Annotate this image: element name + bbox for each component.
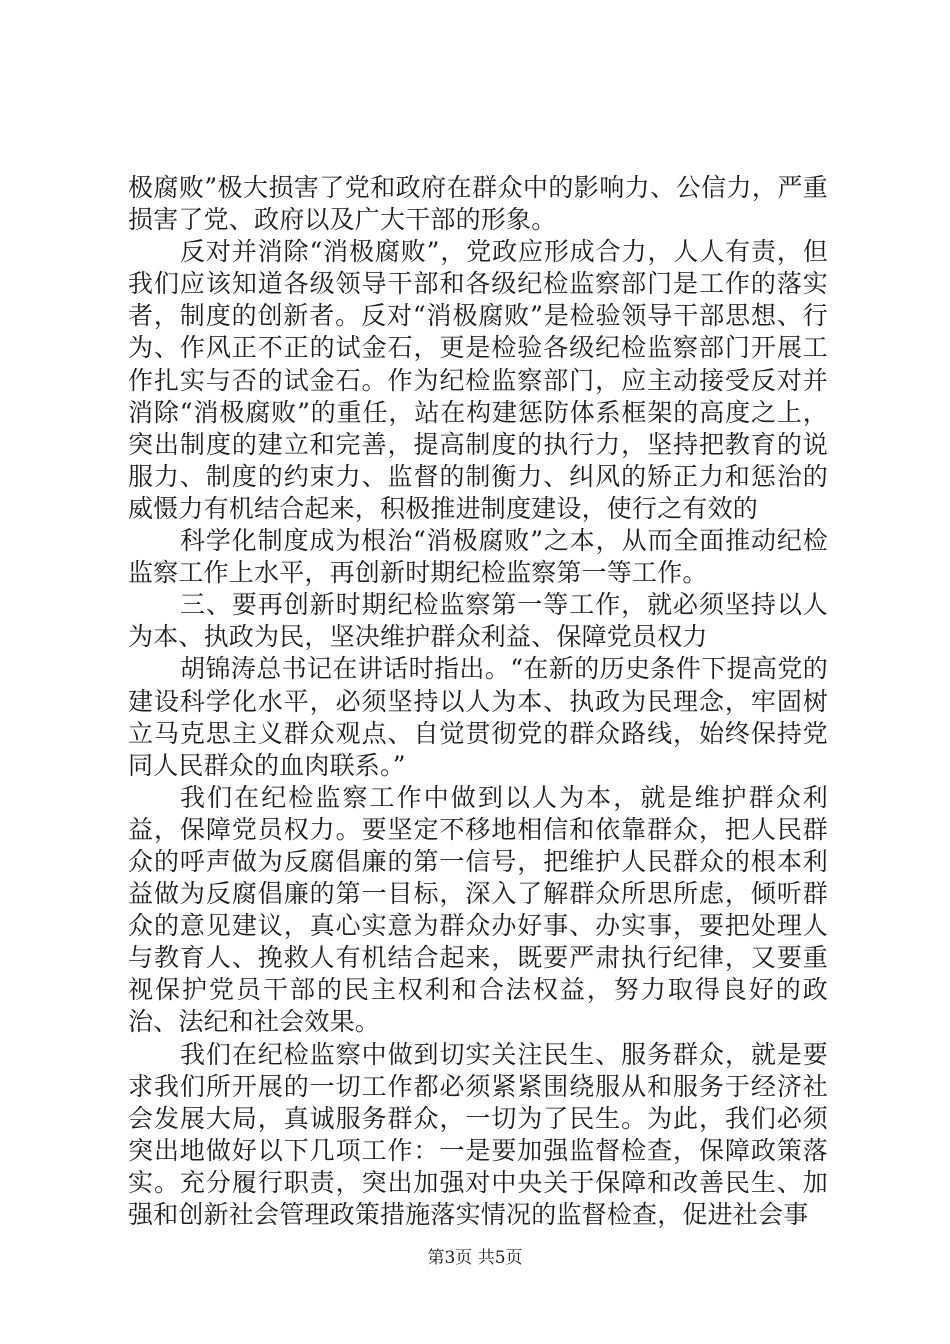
paragraph-1: 极腐败”极大损害了党和政府在群众中的影响力、公信力，严重损害了党、政府以及广大干部的形象。 bbox=[128, 173, 828, 235]
paragraph-5: 胡锦涛总书记在讲话时指出。“在新的历史条件下提高党的建设科学化水平，必须坚持以人为本、执政为民理念，牢固树立马克思主义群众观点、自觉贯彻党的群众路线，始终保持党同人民群众的血肉联系。” bbox=[128, 654, 828, 780]
page-footer: 第3页 共5页 bbox=[427, 1248, 523, 1268]
section-heading-3: 三、要再创新时期纪检监察第一等工作，就必须坚持以人为本、执政为民，坚决维护群众利益、保障党员权力 bbox=[128, 590, 828, 652]
paragraph-2: 反对并消除“消极腐败”，党政应形成合力，人人有责，但我们应该知道各级领导干部和各级纪检监察部门是工作的落实者，制度的创新者。反对“消极腐败”是检验领导干部思想、行为、作风正不正的试金石，更是检验各级纪检监察部门开展工作扎实与否的试金石。作为纪检监察部门，应主动接受反对并消除“消极腐败”的重任，站在构建惩防体系框架的高度之上，突出制度的建立和完善，提高制度的执行力，坚持把教育的说服力、制度的约束力、监督的制衡力、纠风的矫正力和惩治的威慑力有机结合起来，积极推进制度建设，使行之有效的 bbox=[128, 237, 828, 523]
paragraph-7: 我们在纪检监察中做到切实关注民生、服务群众，就是要求我们所开展的一切工作都必须紧紧围绕服从和服务于经济社会发展大局，真诚服务群众，一切为了民生。为此，我们必须突出地做好以下几项工作：一是要加强监督检查，保障政策落实。充分履行职责，突出加强对中央关于保障和改善民生、加强和创新社会管理政策措施落实情况的监督检查，促进社会事 bbox=[128, 1039, 828, 1229]
paragraph-6: 我们在纪检监察工作中做到以人为本，就是维护群众利益，保障党员权力。要坚定不移地相信和依靠群众，把人民群众的呼声做为反腐倡廉的第一信号，把维护人民群众的根本利益做为反腐倡廉的第一目标，深入了解群众所思所虑，倾听群众的意见建议，真心实意为群众办好事、办实事，要把处理人与教育人、挽救人有机结合起来，既要严肃执行纪律，又要重视保护党员干部的民主权利和合法权益，努力取得良好的政治、法纪和社会效果。 bbox=[128, 782, 828, 1037]
document-body bbox=[128, 172, 828, 1231]
paragraph-3: 科学化制度成为根治“消极腐败”之本，从而全面推动纪检监察工作上水平，再创新时期纪检监察第一等工作。 bbox=[128, 526, 828, 588]
